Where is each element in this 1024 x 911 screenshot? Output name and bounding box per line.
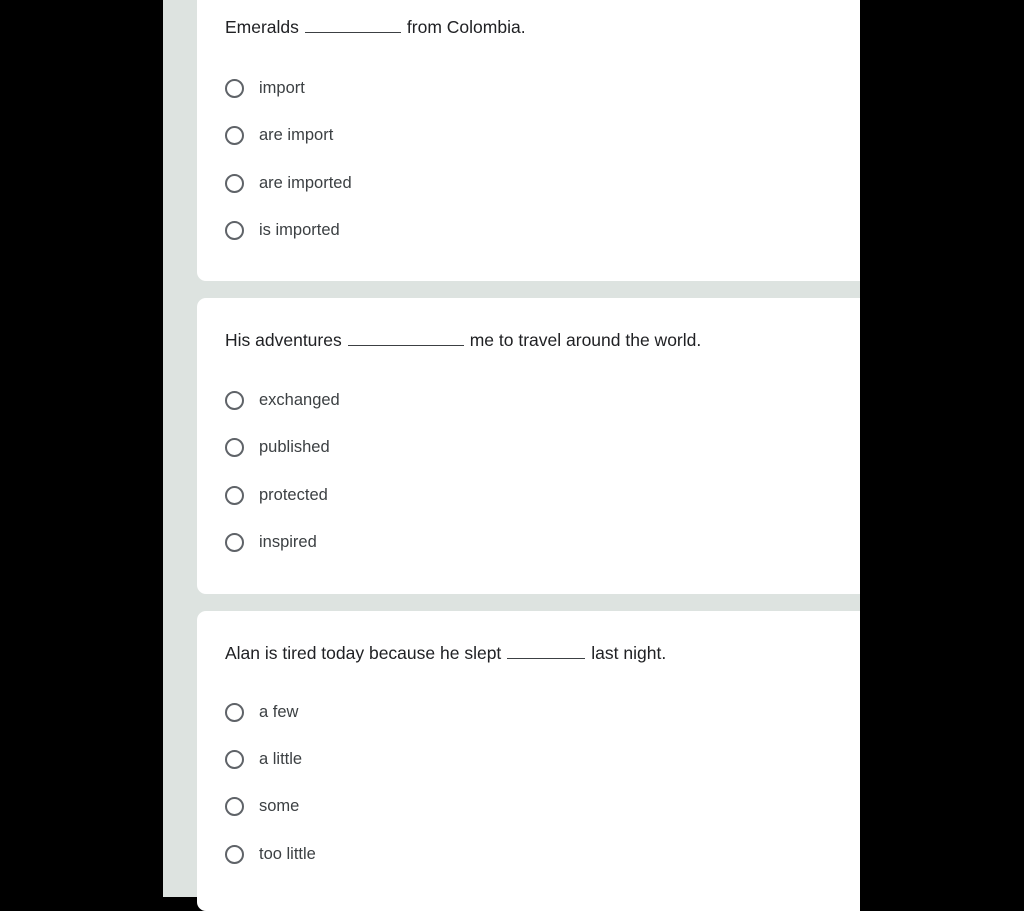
answer-blank — [507, 644, 585, 659]
option-is-imported[interactable] — [225, 215, 340, 245]
option-label: is imported — [259, 220, 340, 239]
question-card-2 — [197, 298, 860, 594]
question-text-before: His adventures — [225, 330, 342, 350]
option-inspired[interactable] — [225, 527, 317, 557]
question-text-3 — [225, 643, 666, 664]
option-a-little[interactable] — [225, 744, 302, 774]
question-text-after: me to travel around the world. — [469, 330, 702, 350]
question-text-before: Emeralds — [225, 17, 299, 37]
option-label: are imported — [259, 173, 352, 192]
option-label: too little — [259, 844, 316, 863]
question-text-1 — [225, 17, 526, 38]
option-protected[interactable] — [225, 480, 328, 510]
question-card-3 — [197, 611, 860, 911]
option-are-imported[interactable] — [225, 168, 352, 198]
radio-button[interactable] — [225, 533, 244, 552]
option-exchanged[interactable] — [225, 385, 340, 415]
option-import[interactable] — [225, 73, 305, 103]
option-label: import — [259, 78, 305, 97]
radio-button[interactable] — [225, 79, 244, 98]
option-are-import[interactable] — [225, 120, 333, 150]
option-some[interactable] — [225, 791, 299, 821]
option-published[interactable] — [225, 432, 330, 462]
option-label: protected — [259, 485, 328, 504]
question-text-before: Alan is tired today because he slept — [225, 643, 502, 663]
radio-button[interactable] — [225, 438, 244, 457]
option-label: a little — [259, 749, 303, 768]
radio-button[interactable] — [225, 486, 244, 505]
question-text-2 — [225, 330, 701, 351]
option-label: inspired — [259, 532, 317, 551]
radio-button[interactable] — [225, 845, 244, 864]
question-text-after: from Colombia. — [406, 17, 526, 37]
answer-blank — [348, 331, 464, 346]
option-label: published — [259, 437, 330, 456]
radio-button[interactable] — [225, 750, 244, 769]
radio-button[interactable] — [225, 126, 244, 145]
answer-blank — [305, 18, 401, 33]
option-too-little[interactable] — [225, 839, 316, 869]
radio-button[interactable] — [225, 221, 244, 240]
option-a-few[interactable] — [225, 697, 298, 727]
question-card-1 — [197, 0, 860, 281]
radio-button[interactable] — [225, 174, 244, 193]
question-text-after: last night. — [591, 643, 667, 663]
radio-button[interactable] — [225, 703, 244, 722]
option-label: exchanged — [259, 390, 340, 409]
radio-button[interactable] — [225, 391, 244, 410]
radio-button[interactable] — [225, 797, 244, 816]
option-label: some — [259, 796, 300, 815]
option-label: a few — [259, 702, 299, 721]
option-label: are import — [259, 125, 334, 144]
